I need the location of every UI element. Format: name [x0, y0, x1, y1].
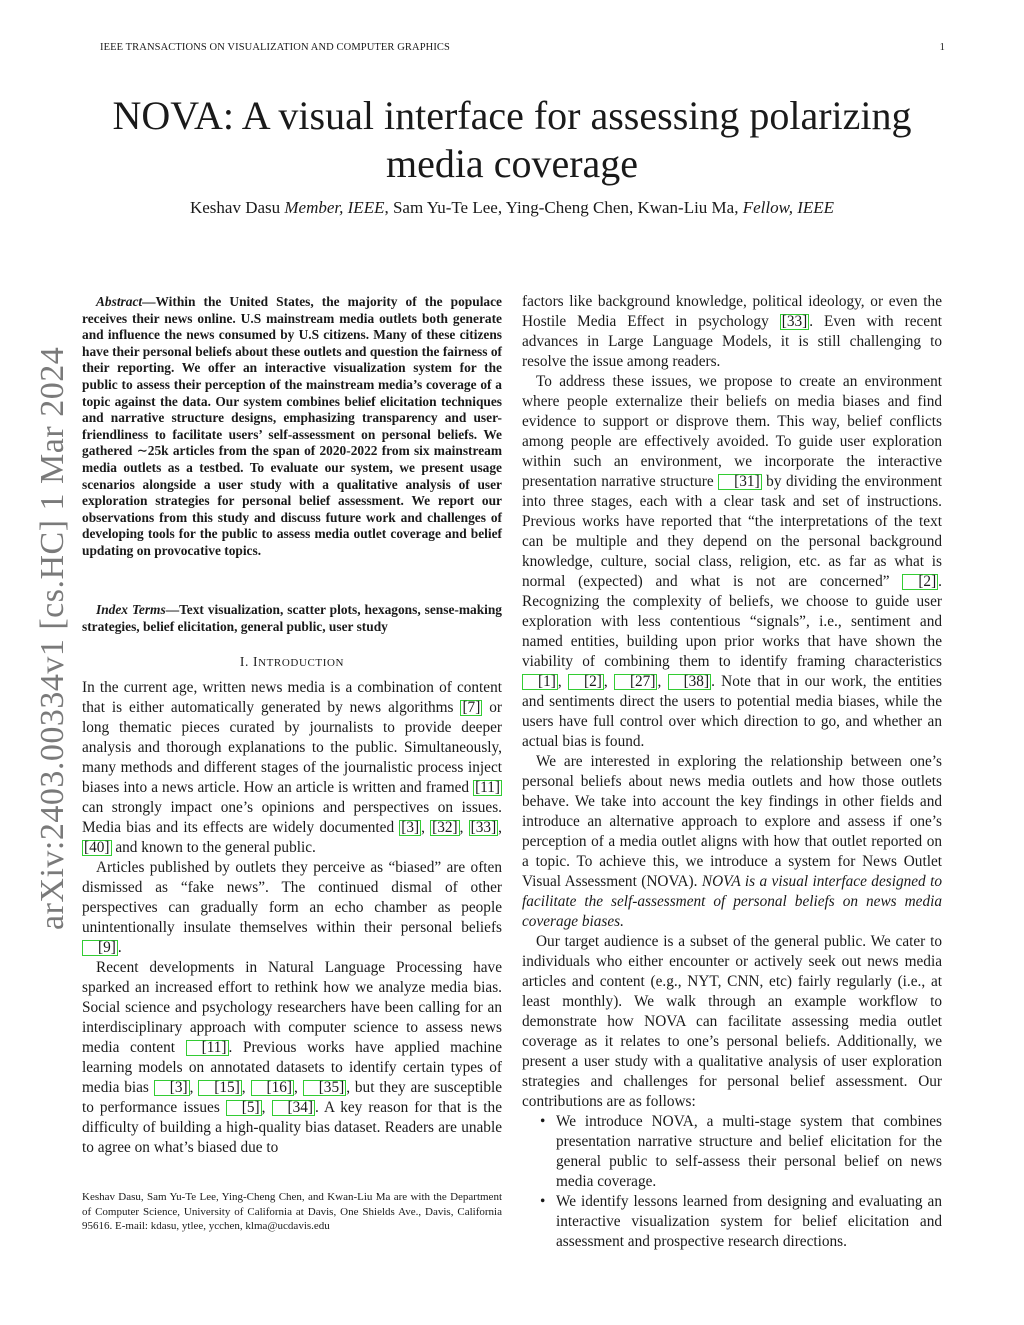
citation-link[interactable]: [40]: [84, 839, 110, 856]
paragraph: To address these issues, we propose to create an environment where people externalize their beliefs on media biases and find evidence to support or disprove them. This way, belief conflicts among people are effectively avoided. To guide user exploration within such an environment, we incorporate the interactive presentation narrative structure [31] by dividing the environment into three stages, each with a clear task and set of instructions. Previous works have reported that “the interpretations of the text can be multiple and they depend on the personal background knowledge, culture, social class, religion, etc. as far as what is normal (expected) and what is not are concerned” [2] . Recognizing the complexity of beliefs, we choose to guide user exploration with less contentious “signals”, i.e., sentiment and named entities, building upon prior works that have shown the viability of combining them to identify framing characteristics [1] , [2] , [27] , [38] . Note that in our work, the entities and sentiments direct the users to potential media biases, while the users have full control over which direction to go, and whether an actual bias is found.: [522, 373, 943, 750]
citation-link[interactable]: [33]: [470, 819, 497, 836]
citation-link[interactable]: [11]: [475, 779, 500, 796]
abstract-text: —Within the United States, the majority of the populace receives their news online. U.S mainstream media outlets both generate and influence the news consumed by U.S citizens. Many of these citizens have their personal beliefs about these outlets and question the fairness of their reporting. We offer an interactive visualization system for the public to assess their perception of the mainstream media’s coverage of a topic against the data. Our system combines belief elicitation techniques and narrative structure designs, emphasizing transparency and user-friendliness to facilitate users’ self-assessment on personal beliefs. We gathered ∼25k articles from the span of 2020-2022 from six mainstream media outlets as a testbed. To evaluate our system, we present usage scenarios alongside a user study with a qualitative analysis of user exploration strategies for personal belief assessment. We report our observations from this study and discuss future work and challenges of developing tools for the public to assess media outlet coverage and belief updating on provocative topics.: [82, 294, 502, 558]
paragraph: Articles published by outlets they perceive as “biased” are often dismissed as “fake news”. The continued dismal of other perspectives can gradually form an echo chamber as people unintentionally insulate themselves within their personal beliefs [9] .: [82, 859, 502, 956]
paragraph: Recent developments in Natural Language Processing have sparked an increased effort to rethink how we analyze media bias. Social science and psychology researchers have been calling for an interdisciplinary approach with computer science to assess news media content [11] . Previous works have applied machine learning models on annotated datasets to identify certain types of media bias [3] , [15] , [16] , [35] , but they are susceptible to performance issues [5] , [34] . A key reason for that is the difficulty of building a high-quality bias dataset. Readers are unable to agree on what’s biased due to: [82, 959, 503, 1156]
citation-link[interactable]: [5]: [226, 1100, 262, 1116]
journal-name: IEEE TRANSACTIONS ON VISUALIZATION AND COMPUTER GRAPHICS: [100, 42, 450, 53]
abstract: [82, 294, 502, 560]
index-terms-text: —Text visualization, scatter plots, hexagons, sense-making strategies, belief elicitation, general public, user study: [82, 602, 503, 634]
paragraph: In the current age, written news media is a combination of content that is either automatically generated by news algorithms [7] or long thematic pieces curated by journalists to provide deeper analysis and thorough explanations to the public. Simultaneously, many methods and different stages of the journalistic process inject biases into a news article. How an article is written and framed [11] can strongly impact one’s opinions and perspectives on issues. Media bias and its effects are widely documented [3] , [32] , [33] , [40] and known to the general public.: [82, 679, 502, 856]
citation-link[interactable]: [7]: [462, 699, 481, 716]
citation-link[interactable]: [9]: [82, 940, 118, 956]
citation-link[interactable]: [27]: [614, 674, 658, 690]
citation-link[interactable]: [31]: [718, 474, 762, 490]
list-item: • We introduce NOVA, a multi-stage system that combines presentation narrative structure and belief elicitation for the general public to self-assess their personal belief on news media coverage.: [522, 1112, 942, 1192]
citation-link[interactable]: [2]: [902, 574, 938, 590]
author-list: Keshav Dasu Member, IEEE, Sam Yu-Te Lee, Ying-Cheng Chen, Kwan-Liu Ma, Fellow, IEEE: [189, 198, 835, 217]
right-column-body: [522, 292, 942, 1252]
author-footnote: Keshav Dasu, Sam Yu-Te Lee, Ying-Cheng Chen, and Kwan-Liu Ma are with the Department of Computer Science, University of California at Davis, One Shields Ave., Davis, California 95616. E-mail: kdasu, ytlee, ycchen, klma@ucdavis.edu: [82, 1191, 502, 1233]
citation-link[interactable]: [3]: [154, 1080, 190, 1096]
paragraph: Our target audience is a subset of the general public. We cater to individuals who either encounter or actively seek out news media articles and content (e.g., NYT, CNN, etc) fairly regularly (i.e., at least monthly). We walk through an example workflow to demonstrate how NOVA can facilitate assessing media outlet coverage as it relates to one’s personal beliefs. Additionally, we present a user study with a qualitative analysis of user exploration strategies and challenges for personal belief assessment. Our contributions are as follows:: [522, 933, 942, 1110]
citation-link[interactable]: [11]: [186, 1040, 229, 1056]
index-terms-label: Index Terms: [96, 602, 166, 617]
citation-link[interactable]: [15]: [198, 1080, 242, 1096]
paper-title: NOVA: A visual interface for assessing polarizing media coverage: [112, 93, 912, 186]
paragraph: factors like background knowledge, political ideology, or even the Hostile Media Effect in psychology [33] . Even with recent advances in Large Language Models, it is still challenging to resolve the issue among readers.: [522, 293, 942, 370]
running-header: [100, 42, 945, 53]
page-number: 1: [939, 42, 945, 53]
citation-link[interactable]: [16]: [251, 1080, 295, 1096]
section-heading-introduction: I. INTRODUCTION: [239, 654, 345, 669]
citation-link[interactable]: [33]: [781, 313, 808, 330]
citation-link[interactable]: [3]: [401, 819, 420, 836]
index-terms: [82, 602, 502, 635]
arxiv-identifier: arXiv:2403.00334v1 [cs.HC] 1 Mar 2024: [34, 346, 71, 930]
contribution-list: [522, 1112, 942, 1252]
citation-link[interactable]: [32]: [432, 819, 458, 836]
citation-link[interactable]: [34]: [272, 1100, 316, 1116]
left-column-body: [82, 678, 502, 1158]
citation-link[interactable]: [35]: [303, 1080, 347, 1096]
citation-link[interactable]: [2]: [568, 674, 604, 690]
paragraph: We are interested in exploring the relationship between one’s personal beliefs about news media outlets and how those outlets behave. We take into account the key findings in other fields and introduce an alternative approach to explore and assess if one’s perception of a media outlet aligns with how that outlet reported on a topic. To achieve this, we introduce a system for News Outlet Visual Assessment (NOVA). NOVA is a visual interface designed to facilitate the self-assessment of personal beliefs on news media coverage biases.: [522, 753, 942, 930]
list-item: • We identify lessons learned from designing and evaluating an interactive visualization system for belief elicitation and assessment and prospective research directions.: [522, 1192, 942, 1252]
abstract-label: Abstract: [96, 294, 143, 309]
citation-link[interactable]: [1]: [522, 674, 558, 690]
citation-link[interactable]: [38]: [668, 674, 712, 690]
